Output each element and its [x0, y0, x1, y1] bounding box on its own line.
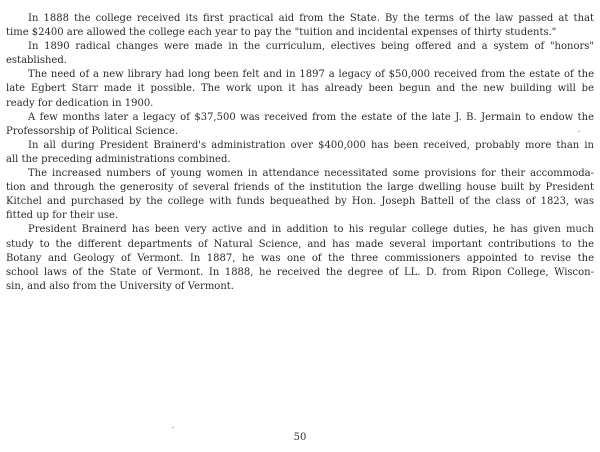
paragraph [6, 68, 594, 110]
text-line: In 1888 the college received its first practical aid from the State. By the terms of the law passed at that [28, 13, 594, 24]
body-text [6, 12, 594, 294]
text-line: study to the different departments of Natural Science, and has made several important contributions to the [6, 238, 594, 250]
text-line: The increased numbers of young women in attendance necessitated some provisions for their accommoda- [28, 168, 594, 180]
paragraph [6, 12, 594, 40]
paragraph [6, 139, 594, 167]
text-line: tion and through the generosity of several friends of the institution the large dwelling house built by President [6, 182, 594, 194]
text-line: fitted up for their use. [6, 210, 119, 222]
paragraph [6, 167, 594, 223]
text-line: all the preceding administrations combined. [6, 153, 231, 165]
text-line: ready for dedication in 1900. [6, 97, 154, 109]
paragraph [6, 111, 594, 139]
text-line: Professorship of Political Science. [6, 125, 179, 137]
paragraph [6, 40, 594, 68]
text-line: In all during President Brainerd's administration over $400,000 has been received, probably more than in [28, 139, 594, 151]
text-line: late Egbert Starr made it possible. The work upon it has already been begun and the new building will be [6, 83, 594, 95]
text-line: Botany and Geology of Vermont. In 1887, he was one of the three commissioners appointed to revise the [6, 252, 594, 264]
text-line: school laws of the State of Vermont. In 1888, he received the degree of LL. D. from Ripon College, Wiscon- [6, 266, 594, 278]
text-line: A few months later a legacy of $37,500 was received from the estate of the late J. B. Jermain to endow the [28, 111, 594, 123]
text-line: sin, and also from the University of Vermont. [6, 280, 234, 292]
text-line: established. [6, 55, 67, 67]
page-number: 50 [293, 432, 307, 443]
text-line: time $2400 are allowed the college each year to pay the "tuition and incidental expenses of thirty students." [6, 27, 557, 39]
text-line: In 1890 radical changes were made in the curriculum, electives being offered and a system of "honors" [28, 41, 594, 53]
scan-speck [172, 427, 174, 429]
paragraph [6, 223, 594, 293]
text-line: The need of a new library had long been felt and in 1897 a legacy of $50,000 received from the estate of the [28, 69, 594, 81]
text-line: President Brainerd has been very active and in addition to his regular college duties, he has given much [28, 224, 594, 236]
text-line: Kitchel and purchased by the college with funds bequeathed by Hon. Joseph Battell of the class of 1823, was [6, 196, 594, 208]
